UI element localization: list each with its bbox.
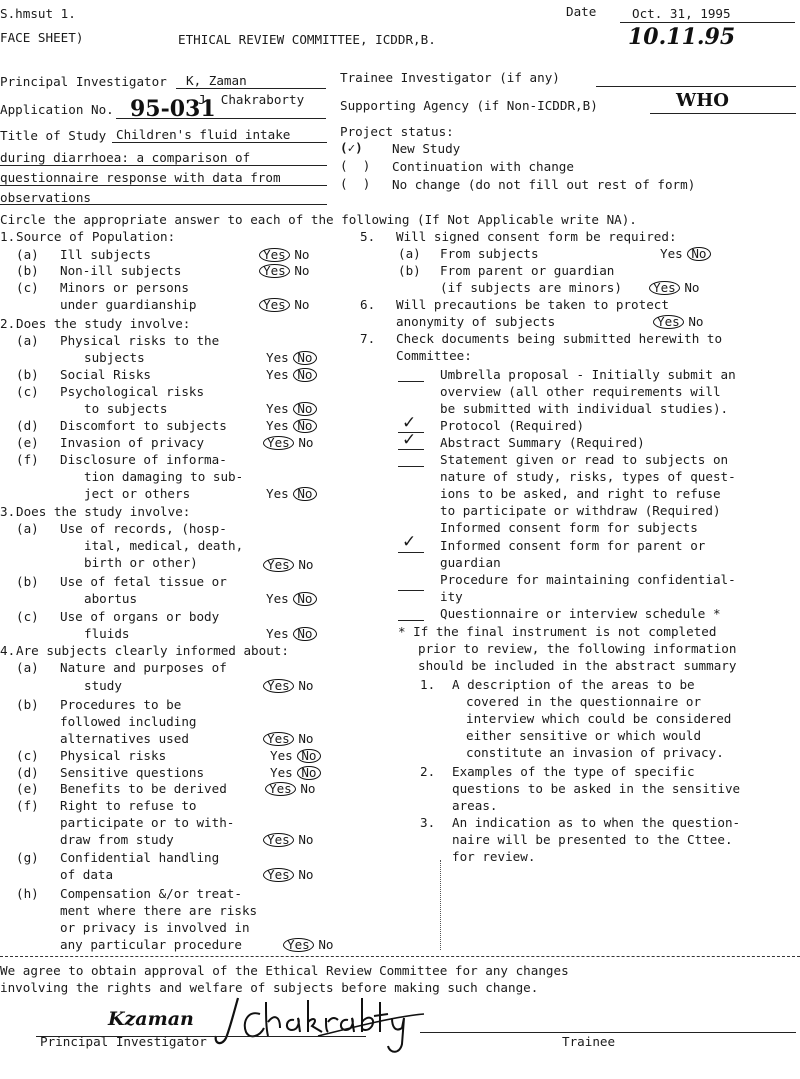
q3a-text-3: birth or other) <box>84 555 198 570</box>
q6-answer <box>656 314 704 329</box>
q7-note-item-1c: interview which could be considered <box>466 711 732 726</box>
q4-title: Are subjects clearly informed about: <box>16 643 289 658</box>
q7-umbrella-1: Umbrella proposal - Initially submit an <box>440 367 736 382</box>
q4g-text-1: Confidential handling <box>60 850 220 865</box>
q1-num: 1. <box>0 229 16 244</box>
q3b-yes: Yes <box>266 591 289 606</box>
q5b-text-2: (if subjects are minors) <box>440 280 622 295</box>
q4a-yes: Yes <box>263 679 294 693</box>
q1c-yes: Yes <box>259 298 290 312</box>
pi-value-2: J. Chakraborty <box>198 92 305 107</box>
q7-consent-parent-check: ✓ <box>402 532 417 552</box>
q2b-yes: Yes <box>266 367 289 382</box>
q7-num: 7. <box>360 331 376 346</box>
q4b-no: No <box>298 731 314 746</box>
q3a-no: No <box>298 557 314 572</box>
q5b-answer <box>652 280 700 295</box>
q5-title: Will signed consent form be required: <box>396 229 677 244</box>
q3c-no: No <box>293 627 316 641</box>
q6-num: 6. <box>360 297 376 312</box>
q7-protocol: Protocol (Required) <box>440 418 585 433</box>
q3c-text-2: fluids <box>84 626 130 641</box>
q3b-letter: (b) <box>16 574 39 589</box>
q7-note-item-1e: constitute an invasion of privacy. <box>466 745 724 760</box>
q3a-text-2: ital, medical, death, <box>84 538 244 553</box>
q7-protocol-check: ✓ <box>402 413 417 433</box>
q2f-letter: (f) <box>16 452 39 467</box>
q7-abstract-check: ✓ <box>402 430 417 450</box>
trainee-signature-line <box>420 1032 796 1033</box>
title-underline-2 <box>0 165 327 166</box>
signature-kzaman: Kzaman <box>108 1008 194 1030</box>
q1c-no: No <box>294 297 310 312</box>
q2d-letter: (d) <box>16 418 39 433</box>
q4e-text: Benefits to be derived <box>60 781 227 796</box>
q5b-letter: (b) <box>398 263 421 278</box>
q7-abstract-blank <box>398 449 424 450</box>
q5-num: 5. <box>360 229 376 244</box>
q7-note-item-3c: for review. <box>452 849 536 864</box>
date-value: Oct. 31, 1995 <box>632 6 731 21</box>
q4h-text-4: any particular procedure <box>60 937 242 952</box>
q2a-answer <box>266 350 314 365</box>
q4e-answer <box>268 781 316 796</box>
q7-note-item-2b: questions to be asked in the sensitive <box>452 781 741 796</box>
q6-yes: Yes <box>653 315 684 329</box>
q2a-no: No <box>293 351 316 365</box>
q4b-answer <box>266 731 314 746</box>
title-value-4: observations <box>0 190 91 205</box>
q4a-no: No <box>298 678 314 693</box>
q3c-letter: (c) <box>16 609 39 624</box>
q4a-text-1: Nature and purposes of <box>60 660 227 675</box>
q4f-letter: (f) <box>16 798 39 813</box>
pi-value: K, Zaman <box>186 73 247 88</box>
title-underline-3 <box>0 185 327 186</box>
q1c-text-1: Minors or persons <box>60 280 189 295</box>
q2c-no: No <box>293 402 316 416</box>
q4b-text-2: followed including <box>60 714 197 729</box>
scan-artifact-line <box>440 860 441 950</box>
agency-label: Supporting Agency (if Non-ICDDR,B) <box>340 98 598 113</box>
q4c-yes: Yes <box>270 748 293 763</box>
q2f-text-1: Disclosure of informa- <box>60 452 227 467</box>
q2-num: 2. <box>0 316 16 331</box>
q3-num: 3. <box>0 504 16 519</box>
q4d-text: Sensitive questions <box>60 765 205 780</box>
q2f-no: No <box>293 487 316 501</box>
q2a-yes: Yes <box>266 350 289 365</box>
q7-note-item-1-num: 1. <box>420 677 436 692</box>
application-value: 95-031 <box>130 96 216 122</box>
q7-questionnaire-blank <box>398 620 424 621</box>
q1b-text: Non-ill subjects <box>60 263 182 278</box>
q7-text-1: Check documents being submitted herewith to <box>396 331 723 346</box>
q7-questionnaire: Questionnaire or interview schedule * <box>440 606 721 621</box>
q7-note-1: * If the final instrument is not completed <box>398 624 717 639</box>
q5a-yes: Yes <box>660 246 683 261</box>
q4e-letter: (e) <box>16 781 39 796</box>
q4d-yes: Yes <box>270 765 293 780</box>
q4g-text-2: of data <box>60 867 114 882</box>
status-box-new: (✓) <box>340 140 363 155</box>
date-label: Date <box>566 4 597 19</box>
q4c-text: Physical risks <box>60 748 167 763</box>
status-continuation: Continuation with change <box>392 159 574 174</box>
q3a-letter: (a) <box>16 521 39 536</box>
q7-note-item-1a: A description of the areas to be <box>452 677 695 692</box>
q7-statement-1: Statement given or read to subjects on <box>440 452 729 467</box>
q7-umbrella-2: overview (all other requirements will <box>440 384 721 399</box>
q7-statement-4: to participate or withdraw (Required) <box>440 503 721 518</box>
status-box-no-change: ( ) <box>340 176 371 191</box>
q7-note-item-3a: An indication as to when the question- <box>452 815 741 830</box>
q4h-no: No <box>318 937 334 952</box>
form-title: ETHICAL REVIEW COMMITTEE, ICDDR,B. <box>178 32 436 47</box>
q5a-answer <box>660 246 708 261</box>
q4c-letter: (c) <box>16 748 39 763</box>
instruction: Circle the appropriate answer to each of the following (If Not Applicable write NA). <box>0 212 637 227</box>
q4g-no: No <box>298 867 314 882</box>
pi-underline <box>176 88 326 89</box>
q2b-no: No <box>293 368 316 382</box>
q2b-letter: (b) <box>16 367 39 382</box>
q7-consent-parent-2: guardian <box>440 555 501 570</box>
trainee-signature-label: Trainee <box>562 1034 616 1049</box>
q3a-text-1: Use of records, (hosp- <box>60 521 227 536</box>
q7-abstract: Abstract Summary (Required) <box>440 435 645 450</box>
status-new-study: New Study <box>392 141 461 156</box>
pi-signature-label: Principal Investigator <box>40 1034 207 1049</box>
q2f-text-3: ject or others <box>84 486 191 501</box>
q2e-yes: Yes <box>263 436 294 450</box>
q2d-no: No <box>293 419 316 433</box>
agreement-line-2: involving the rights and welfare of subjects before making such change. <box>0 980 539 995</box>
q1a-yes: Yes <box>259 248 290 262</box>
title-underline-4 <box>0 204 327 205</box>
q2a-text-2: subjects <box>84 350 145 365</box>
q2-title: Does the study involve: <box>16 316 191 331</box>
q2c-text-2: to subjects <box>84 401 168 416</box>
q4h-answer <box>286 937 334 952</box>
q7-note-item-3b: naire will be presented to the Cttee. <box>452 832 733 847</box>
footer-separator <box>0 956 800 957</box>
q5a-letter: (a) <box>398 246 421 261</box>
q5a-no: No <box>687 247 710 261</box>
q4h-text-2: ment where there are risks <box>60 903 258 918</box>
q4d-letter: (d) <box>16 765 39 780</box>
q4-num: 4. <box>0 643 16 658</box>
signature-chakraborty-icon <box>208 992 428 1058</box>
q4e-yes: Yes <box>265 782 296 796</box>
q2e-answer <box>266 435 314 450</box>
q2a-text-1: Physical risks to the <box>60 333 220 348</box>
q7-note-item-1d: either sensitive or which would <box>466 728 702 743</box>
q7-note-3: should be included in the abstract summary <box>418 658 737 673</box>
title-value-1: Children's fluid intake <box>116 127 291 142</box>
q4f-text-3: draw from study <box>60 832 174 847</box>
q3-title: Does the study involve: <box>16 504 191 519</box>
q4f-yes: Yes <box>263 833 294 847</box>
q1a-letter: (a) <box>16 247 39 262</box>
q2c-answer <box>266 401 314 416</box>
q5b-no: No <box>684 280 700 295</box>
q1b-no: No <box>294 263 310 278</box>
q1-title: Source of Population: <box>16 229 176 244</box>
q7-umbrella-3: be submitted with individual studies). <box>440 401 729 416</box>
title-value-2: during diarrhoea: a comparison of <box>0 150 251 165</box>
status-no-change: No change (do not fill out rest of form) <box>392 177 696 192</box>
q4b-text-1: Procedures to be <box>60 697 182 712</box>
q4h-letter: (h) <box>16 886 39 901</box>
q1b-answer <box>262 263 310 278</box>
q4g-answer <box>266 867 314 882</box>
q4h-text-3: or privacy is involved in <box>60 920 250 935</box>
q7-confidential-blank <box>398 590 424 591</box>
q2e-text: Invasion of privacy <box>60 435 205 450</box>
q2b-text: Social Risks <box>60 367 151 382</box>
q4b-letter: (b) <box>16 697 39 712</box>
q2c-yes: Yes <box>266 401 289 416</box>
q1a-text: Ill subjects <box>60 247 151 262</box>
q6-text-2: anonymity of subjects <box>396 314 556 329</box>
q4d-no: No <box>297 766 320 780</box>
q7-note-item-2-num: 2. <box>420 764 436 779</box>
q3a-answer <box>266 557 314 572</box>
q1c-text-2: under guardianship <box>60 297 197 312</box>
q7-note-2: prior to review, the following information <box>418 641 737 656</box>
q4f-no: No <box>298 832 314 847</box>
q2d-yes: Yes <box>266 418 289 433</box>
title-value-3: questionnaire response with data from <box>0 170 281 185</box>
q7-statement-blank <box>398 466 424 467</box>
q7-note-item-2a: Examples of the type of specific <box>452 764 695 779</box>
agency-underline <box>650 113 796 114</box>
q1c-answer <box>262 297 310 312</box>
q2e-letter: (e) <box>16 435 39 450</box>
q7-note-item-2c: areas. <box>452 798 498 813</box>
q7-consent-parent-1: Informed consent form for parent or <box>440 538 706 553</box>
status-box-continuation: ( ) <box>340 158 371 173</box>
q2d-answer <box>266 418 314 433</box>
q4f-text-1: Right to refuse to <box>60 798 197 813</box>
q3a-yes: Yes <box>263 558 294 572</box>
q2a-letter: (a) <box>16 333 39 348</box>
q4e-no: No <box>300 781 316 796</box>
schedule-label: S.hmsut 1. <box>0 6 76 21</box>
q2f-yes: Yes <box>266 486 289 501</box>
face-sheet-label: FACE SHEET) <box>0 30 84 45</box>
q4f-text-2: participate or to with- <box>60 815 235 830</box>
q4f-answer <box>266 832 314 847</box>
q7-consent-subjects: Informed consent form for subjects <box>440 520 698 535</box>
q1b-yes: Yes <box>259 264 290 278</box>
q7-consent-parent-blank <box>398 552 424 553</box>
date-underline <box>620 22 795 23</box>
q4g-yes: Yes <box>263 868 294 882</box>
q1b-letter: (b) <box>16 263 39 278</box>
agency-value: WHO <box>676 90 729 111</box>
application-label: Application No. <box>0 102 114 117</box>
q5b-yes: Yes <box>649 281 680 295</box>
q5b-text-1: From parent or guardian <box>440 263 615 278</box>
q7-confidential-2: ity <box>440 589 463 604</box>
q2c-letter: (c) <box>16 384 39 399</box>
q1c-letter: (c) <box>16 280 39 295</box>
q6-no: No <box>688 314 704 329</box>
q4c-answer <box>270 748 318 763</box>
q2e-no: No <box>298 435 314 450</box>
trainee-underline <box>596 86 796 87</box>
date-handwritten: 10.11.95 <box>628 24 736 50</box>
application-underline <box>116 118 326 119</box>
trainee-label: Trainee Investigator (if any) <box>340 70 560 85</box>
q1a-no: No <box>294 247 310 262</box>
q3b-text-1: Use of fetal tissue or <box>60 574 227 589</box>
q2f-text-2: tion damaging to sub- <box>84 469 244 484</box>
q1a-answer <box>262 247 310 262</box>
q3b-text-2: abortus <box>84 591 138 606</box>
q7-note-item-1b: covered in the questionnaire or <box>466 694 702 709</box>
q3c-yes: Yes <box>266 626 289 641</box>
title-underline-1 <box>112 142 327 143</box>
q6-text-1: Will precautions be taken to protect <box>396 297 669 312</box>
q7-text-2: Committee: <box>396 348 472 363</box>
q4c-no: No <box>297 749 320 763</box>
q2c-text-1: Psychological risks <box>60 384 205 399</box>
q4h-yes: Yes <box>283 938 314 952</box>
q3b-answer <box>266 591 314 606</box>
q2d-text: Discomfort to subjects <box>60 418 227 433</box>
q4h-text-1: Compensation &/or treat- <box>60 886 242 901</box>
q7-umbrella-blank <box>398 381 424 382</box>
q4d-answer <box>270 765 318 780</box>
q4a-answer <box>266 678 314 693</box>
q3b-no: No <box>293 592 316 606</box>
q2b-answer <box>266 367 314 382</box>
q4a-letter: (a) <box>16 660 39 675</box>
q4b-yes: Yes <box>263 732 294 746</box>
q4g-letter: (g) <box>16 850 39 865</box>
q7-statement-2: nature of study, risks, types of quest- <box>440 469 736 484</box>
q5a-text: From subjects <box>440 246 539 261</box>
pi-label: Principal Investigator <box>0 74 167 89</box>
agreement-line-1: We agree to obtain approval of the Ethical Review Committee for any changes <box>0 963 569 978</box>
q7-statement-3: ions to be asked, and right to refuse <box>440 486 721 501</box>
title-label: Title of Study <box>0 128 107 143</box>
q7-confidential-1: Procedure for maintaining confidential- <box>440 572 736 587</box>
q3c-text-1: Use of organs or body <box>60 609 220 624</box>
q2f-answer <box>266 486 314 501</box>
q7-note-item-3-num: 3. <box>420 815 436 830</box>
q3c-answer <box>266 626 314 641</box>
status-label: Project status: <box>340 124 454 139</box>
q4a-text-2: study <box>84 678 122 693</box>
q4b-text-3: alternatives used <box>60 731 189 746</box>
